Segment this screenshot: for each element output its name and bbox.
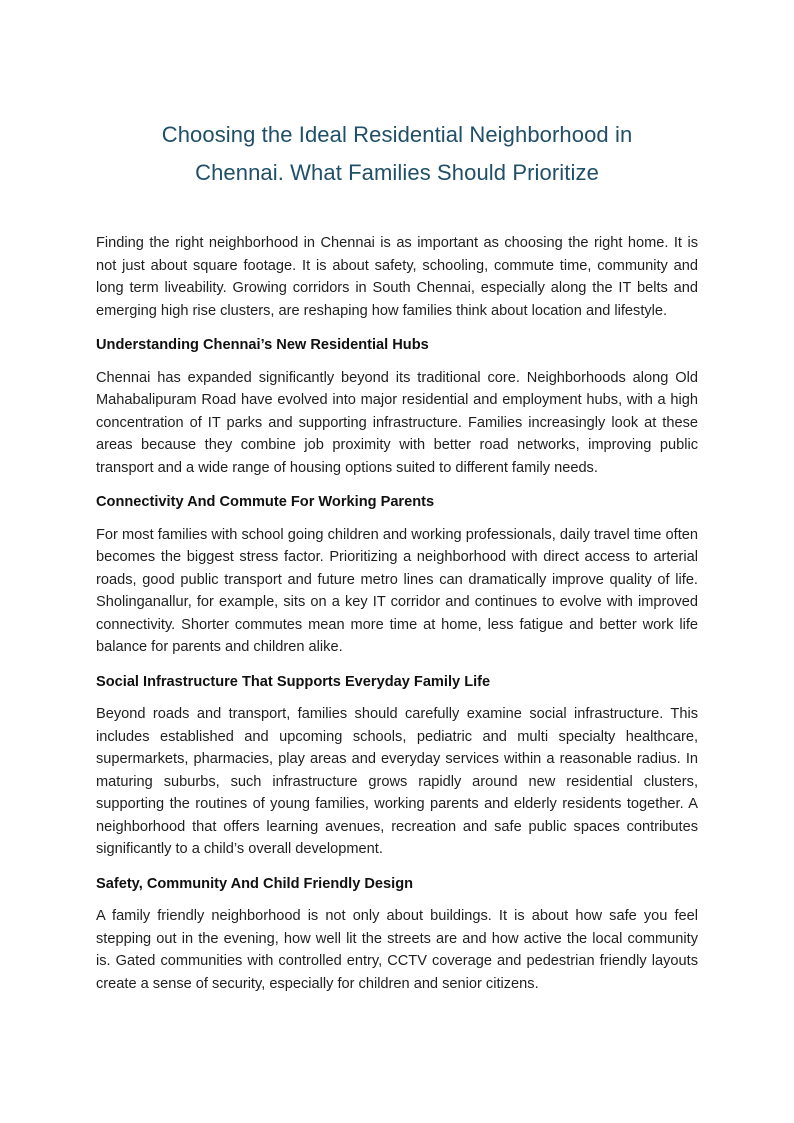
section-paragraph-safety: A family friendly neighborhood is not only about buildings. It is about how safe you feel stepping out in the evening, how well lit the streets are and how active the local community is. Gated communities with controlled entry, CCTV coverage and pedestrian friendly layouts create a sense of security, especially for children and senior citizens. (96, 908, 698, 992)
section-paragraph-social-infrastructure: Beyond roads and transport, families should carefully examine social infrastructure. This includes established and upcoming schools, pediatric and multi specialty healthcare, supermarkets, pharmacies, play areas and everyday services within a reasonable radius. In maturing suburbs, such infrastructure grows rapidly around new residential clusters, supporting the routines of young families, working parents and elderly residents together. A neighborhood that offers learning avenues, recreation and safe public spaces contributes significantly to a child’s overall development. (96, 706, 698, 857)
section-paragraph-residential-hubs: Chennai has expanded significantly beyond its traditional core. Neighborhoods along Old Mahabalipuram Road have evolved into major residential and employment hubs, with a high concentration of IT parks and supporting infrastructure. Families increasingly look at these areas because they combine job proximity with better road networks, improving public transport and a wide range of housing options suited to different family needs. (96, 369, 698, 476)
section-paragraph-connectivity: For most families with school going children and working professionals, daily travel time often becomes the biggest stress factor. Prioritizing a neighborhood with direct access to arterial roads, good public transport and future metro lines can dramatically improve quality of life. Sholinganallur, for example, sits on a key IT corridor and continues to evolve with improved connectivity. Shorter commutes mean more time at home, less fatigue and better work life balance for parents and children alike. (96, 526, 698, 655)
section-heading-connectivity: Connectivity And Commute For Working Parents (96, 494, 435, 510)
section-heading-residential-hubs: Understanding Chennai’s New Residential Hubs (96, 337, 429, 353)
document-title-line-2: Chennai. What Families Should Prioritize (195, 160, 599, 185)
document-title-line-1: Choosing the Ideal Residential Neighborhood in (161, 122, 633, 147)
section-heading-social-infrastructure: Social Infrastructure That Supports Everyday Family Life (96, 673, 491, 690)
section-heading-safety: Safety, Community And Child Friendly Design (96, 875, 414, 892)
document-title (96, 116, 698, 192)
intro-paragraph: Finding the right neighborhood in Chennai is as important as choosing the right home. It is not just about square footage. It is about safety, schooling, commute time, community and long term liveability. Growing corridors in South Chennai, especially along the IT belts and emerging high rise clusters, are reshaping how families think about location and lifestyle. (96, 235, 698, 319)
